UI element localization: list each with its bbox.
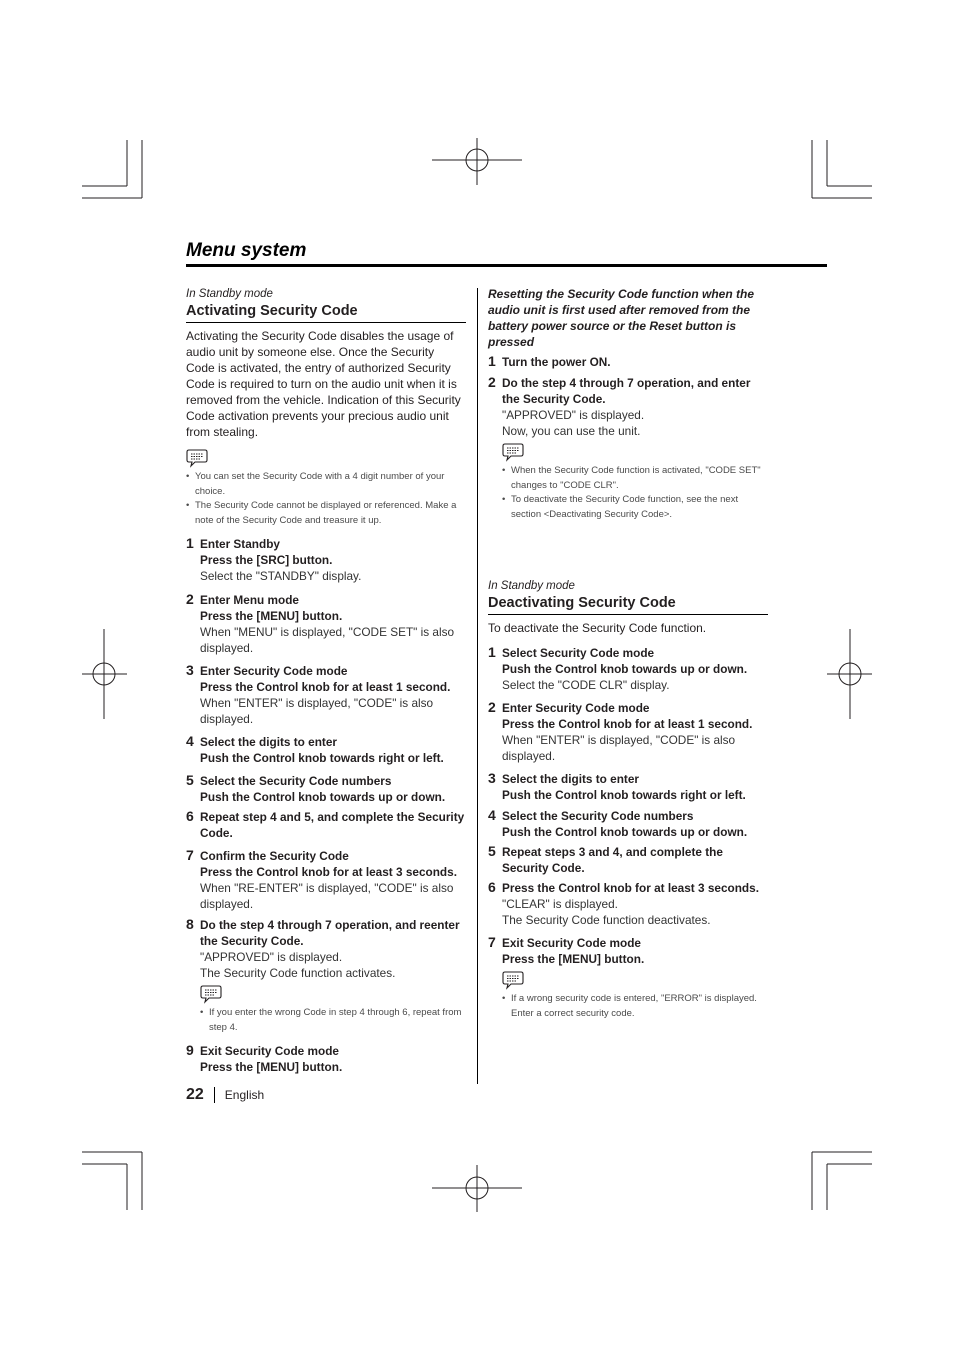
- step-7: 7 Confirm the Security Code Press the Control knob for at least 3 seconds. When "RE-ENTER" is displayed, "CODE" is also displayed.: [186, 847, 457, 911]
- step-8: 8 Do the step 4 through 7 operation, and reenter the Security Code. "APPROVED" is displayed. The Security Code function activates. • If you enter the wrong Code in step 4 through 6, repeat from step 4.: [186, 917, 466, 1035]
- right-column: [488, 286, 768, 1021]
- step-1: 1 Select Security Code mode Push the Control knob towards up or down. Select the "CODE CLR" display.: [488, 644, 748, 692]
- footer-separator: [214, 1087, 215, 1103]
- step-2: 2 Enter Security Code mode Press the Control knob for at least 1 second. When "ENTER" is displayed, "CODE" is also displayed.: [488, 699, 753, 763]
- step-9: 9 Exit Security Code mode Press the [MENU] button.: [186, 1042, 343, 1074]
- reset-step-1: 1 Turn the power ON.: [488, 353, 611, 369]
- intro-text: Activating the Security Code disables the usage of audio unit by someone else. Once the Security Code is activated, the entry of authorized Security Code is required to turn on the audio unit when it is removed from the vehicle. Indication of this Security Code activation prevents your precious audio unit from stealing.: [186, 329, 461, 439]
- note-item: • The Security Code cannot be displayed or referenced. Make a note of the Security Code and treasure it up.: [186, 500, 457, 526]
- notes-list: [186, 470, 466, 528]
- page-footer: [186, 1086, 264, 1104]
- mode-label: In Standby mode: [488, 580, 575, 592]
- notes-list: [200, 1006, 466, 1035]
- step-5: 5 Select the Security Code numbers Push the Control knob towards up or down.: [186, 772, 446, 804]
- deactivation-steps: [488, 645, 768, 1021]
- note-item: • When the Security Code function is activated, "CODE SET" changes to "CODE CLR".: [502, 465, 761, 491]
- section-heading-activating: Activating Security Code: [186, 302, 466, 323]
- step-2: 2 Enter Menu mode Press the [MENU] button. When "MENU" is displayed, "CODE SET" is also displayed.: [186, 591, 455, 655]
- left-column: [186, 286, 466, 1075]
- mode-label: In Standby mode: [186, 288, 273, 300]
- step-7: 7 Exit Security Code mode Press the [MENU] button. • If a wrong security code is entered, "ERROR" is displayed. Enter a correct security code.: [488, 935, 768, 1021]
- intro-text: To deactivate the Security Code function.: [488, 621, 707, 635]
- step-1: 1 Enter Standby Press the [SRC] button. Select the "STANDBY" display.: [186, 535, 362, 583]
- reset-steps: [488, 354, 768, 522]
- step-4: 4 Select the digits to enter Push the Control knob towards right or left.: [186, 733, 444, 765]
- step-6: 6 Repeat step 4 and 5, and complete the Security Code.: [186, 808, 465, 840]
- note-icon: [186, 448, 208, 468]
- column-divider: [477, 288, 478, 1084]
- page-number: 22: [186, 1086, 204, 1103]
- activation-steps: [186, 536, 466, 1075]
- reset-heading: Resetting the Security Code function when the audio unit is first used after removed from the battery power source or the Reset button is pressed: [488, 287, 755, 349]
- note-item: • To deactivate the Security Code function, see the next section <Deactivating Security Code>.: [502, 494, 739, 520]
- note-icon: [502, 970, 524, 990]
- step-5: 5 Repeat steps 3 and 4, and complete the Security Code.: [488, 843, 723, 875]
- section-heading-deactivating: Deactivating Security Code: [488, 594, 768, 615]
- note-item: • If you enter the wrong Code in step 4 through 6, repeat from step 4.: [200, 1007, 462, 1033]
- language-label: English: [224, 1088, 265, 1102]
- step-4: 4 Select the Security Code numbers Push the Control knob towards up or down.: [488, 807, 748, 839]
- notes-list: [502, 464, 768, 522]
- reset-step-2: 2 Do the step 4 through 7 operation, and enter the Security Code. "APPROVED" is displayed. Now, you can use the unit. • When the Security Code function is activated, "CODE SET" changes to "CODE CLR". • To deactivate the Security Code function, see the next section <Deactivating Security Code>.: [488, 375, 768, 522]
- step-6: 6 Press the Control knob for at least 3 seconds. "CLEAR" is displayed. The Security Code function deactivates.: [488, 879, 759, 927]
- page-title: Menu system: [186, 240, 307, 261]
- note-item: • You can set the Security Code with a 4 digit number of your choice.: [186, 471, 445, 497]
- note-icon: [200, 984, 222, 1004]
- notes-list: [502, 992, 768, 1021]
- note-item: • If a wrong security code is entered, "ERROR" is displayed. Enter a correct security code.: [502, 993, 757, 1019]
- title-rule: [186, 264, 827, 267]
- step-3: 3 Enter Security Code mode Press the Control knob for at least 1 second. When "ENTER" is displayed, "CODE" is also displayed.: [186, 662, 451, 726]
- note-icon: [502, 442, 524, 462]
- step-3: 3 Select the digits to enter Push the Control knob towards right or left.: [488, 770, 746, 802]
